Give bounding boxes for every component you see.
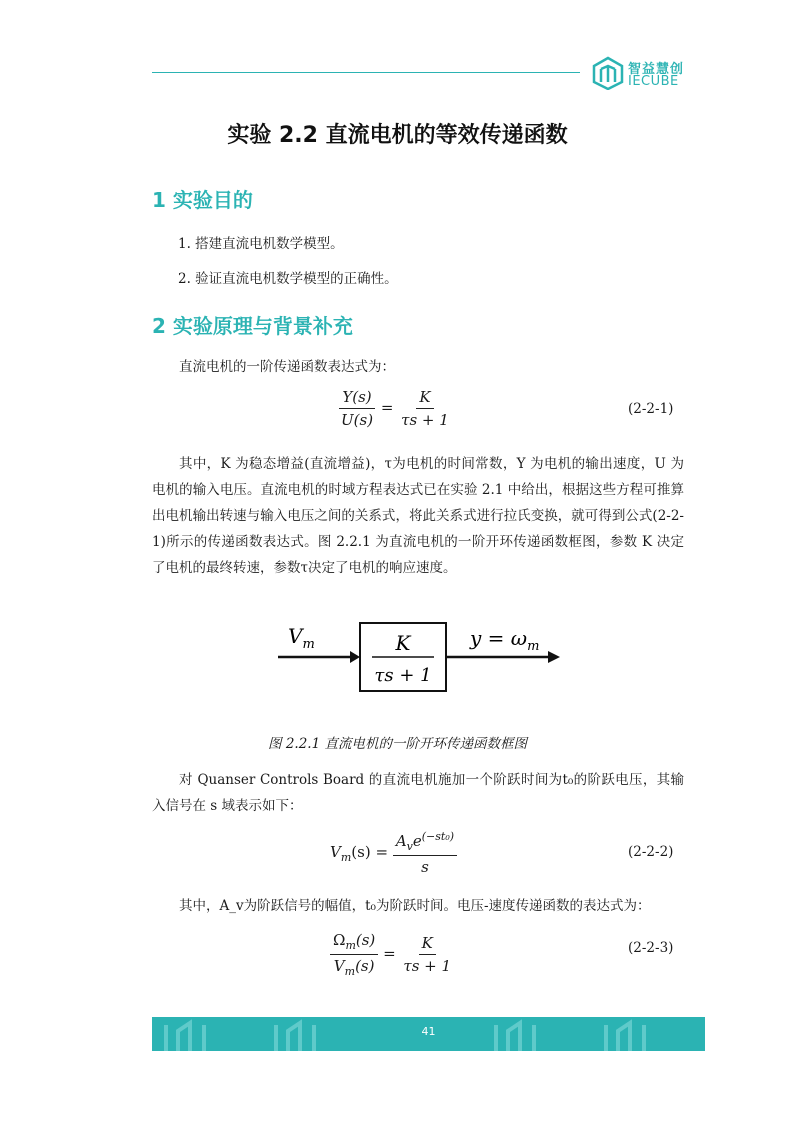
- block-denominator: τs + 1: [374, 665, 432, 686]
- diagram-input-label: $V_m$: [288, 624, 315, 652]
- input-arrowhead-icon: [350, 651, 360, 663]
- block-diagram: [270, 615, 570, 695]
- block-numerator: K: [395, 631, 411, 655]
- list-item: 1. 搭建直流电机数学模型。: [178, 236, 344, 252]
- intro-text: 直流电机的一阶传递函数表达式为：: [179, 359, 395, 375]
- equation-label: (2-2-3): [628, 940, 674, 956]
- paragraph: 其中，K 为稳态增益(直流增益)，τ为电机的时间常数，Y 为电机的输出速度，U 为电机的输入电压。直流电机的时域方程表达式已在实验 2.1 中给出，根据这些方程可推算出电机输出转速与输入电压之间的关系式，将此关系式进行拉氏变换，就可得到公式(2-2-1)所示的传递函数表达式。图 2.2.1 为直流电机的一阶开环传递函数框图，参数 K 决定了电机的最终转速，参数τ决定了电机的响应速度。: [152, 456, 684, 576]
- eq1-num-right: K: [416, 388, 433, 409]
- page-title: 实验 2.2 直流电机的等效传递函数: [227, 123, 568, 148]
- section-heading-1: 1 实验目的: [152, 188, 253, 212]
- brand-logo: [592, 56, 688, 92]
- paragraph: 对 Quanser Controls Board 的直流电机施加一个阶跃时间为t₀的阶跃电压，其输入信号在 s 域表示如下：: [152, 772, 684, 814]
- paragraph: 其中，A_v为阶跃信号的幅值，t₀为阶跃时间。电压-速度传递函数的表达式为：: [179, 898, 651, 914]
- figure-caption: 图 2.2.1 直流电机的一阶开环传递函数框图: [268, 736, 527, 752]
- equation-label: (2-2-1): [628, 401, 674, 417]
- section-heading-2: 2 实验原理与背景补充: [152, 314, 353, 338]
- equation-2-2-1: $\frac{Y(s)}{U(s)}$ = $\frac{K}{\tau s + 1}$: [338, 388, 452, 429]
- page-number: 41: [421, 1025, 436, 1038]
- eq1-num-left: Y(s): [339, 388, 374, 409]
- diagram-output-label: $y = \omega_m$: [470, 626, 540, 654]
- logo-text-cn: 智益慧创: [628, 62, 685, 77]
- equation-2-2-2: $V_m(s)$ = $\frac{A_ve^{(-st_0)}}{s}$: [330, 830, 457, 876]
- equation-2-2-3: $\frac{\Omega_m(s)}{V_m(s)}$ = $\frac{K}{\tau s + 1}$: [330, 931, 454, 978]
- equation-label: (2-2-2): [628, 844, 674, 860]
- header-rule: [152, 72, 580, 73]
- eq1-den-left: U(s): [341, 411, 374, 429]
- output-arrowhead-icon: [548, 651, 560, 663]
- logo-mark-icon: [592, 56, 624, 90]
- logo-text-en: IECUBE: [628, 74, 679, 89]
- footer-bar: [152, 1017, 705, 1051]
- list-item: 2. 验证直流电机数学模型的正确性。: [178, 271, 398, 287]
- eq1-den-right: τs + 1: [401, 411, 449, 429]
